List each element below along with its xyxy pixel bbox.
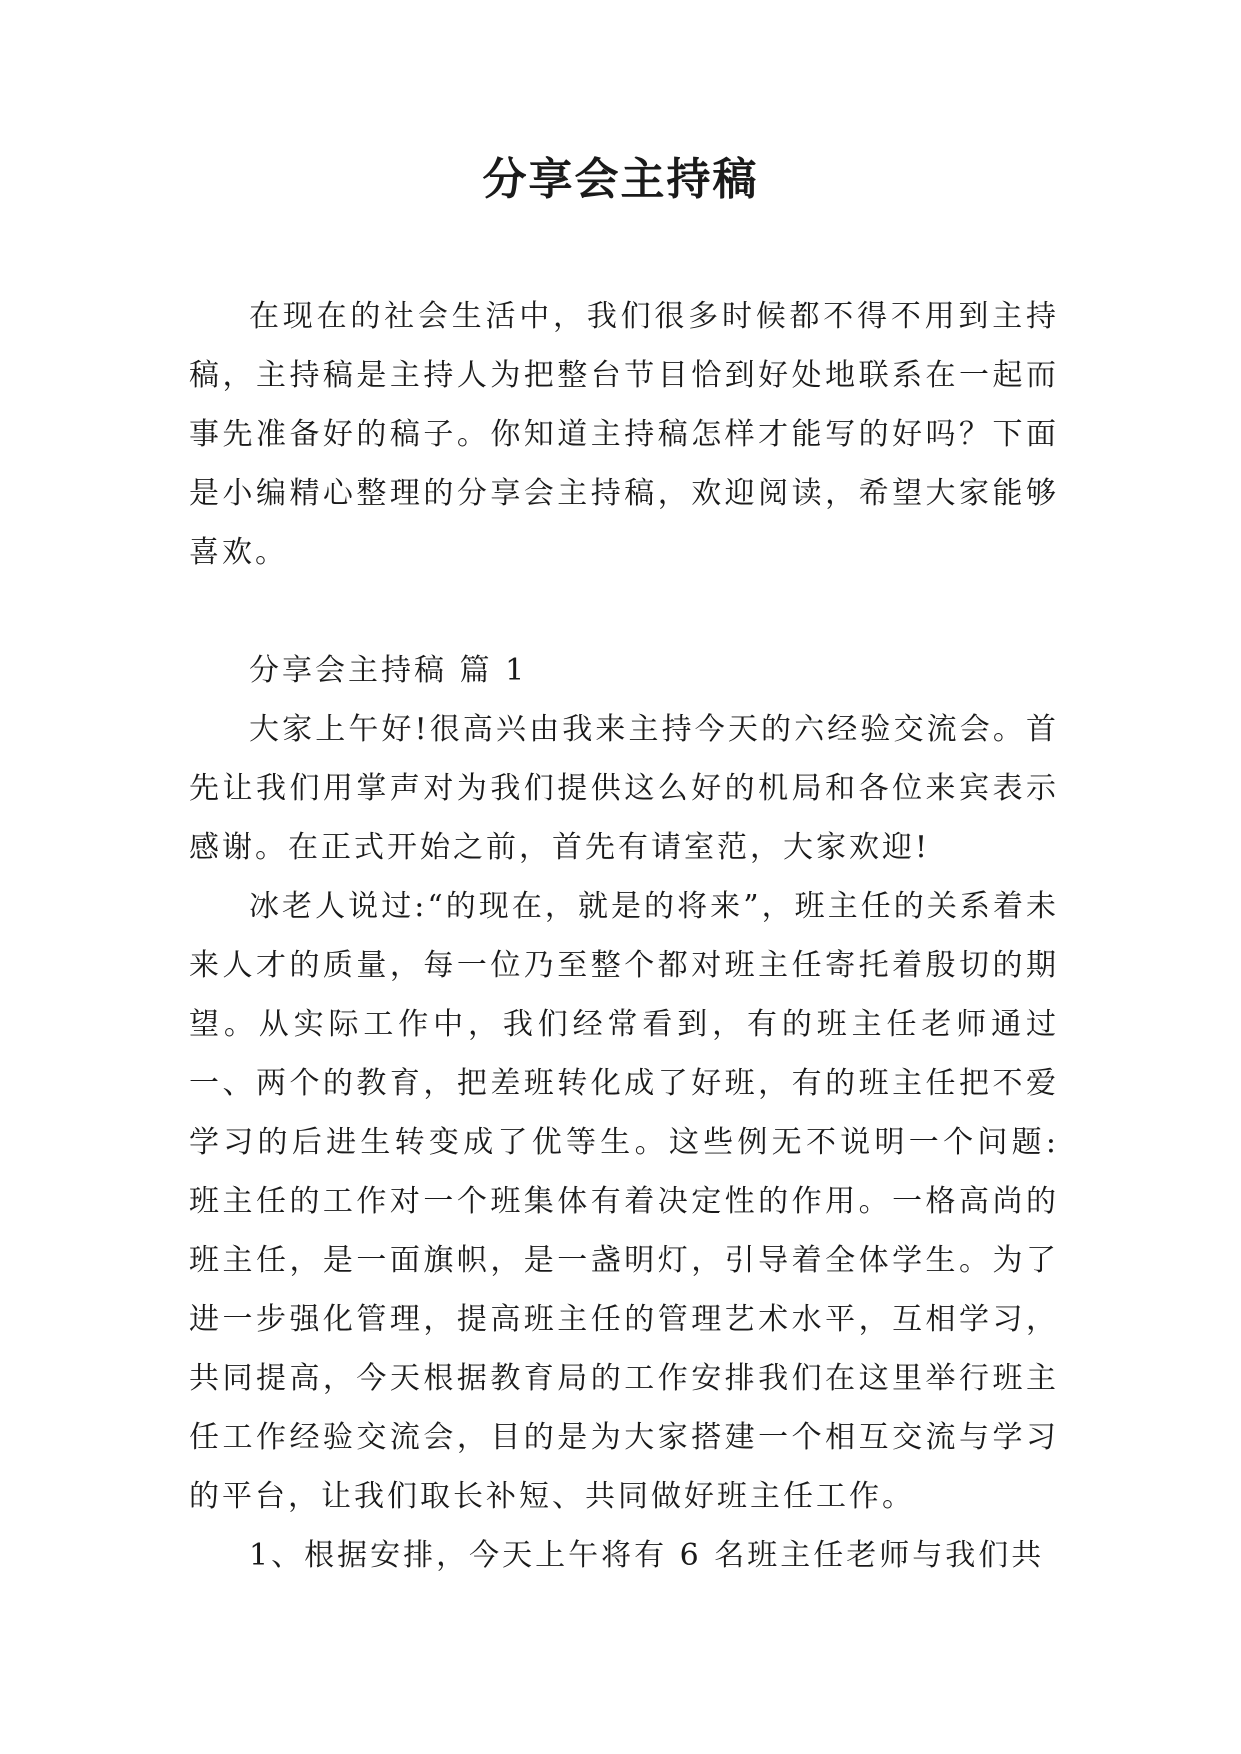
document-body bbox=[189, 287, 1059, 1585]
intro-paragraph: 在现在的社会生活中，我们很多时候都不得不用到主持稿，主持稿是主持人为把整台节目恰到好处地联系在一起而事先准备好的稿子。你知道主持稿怎样才能写的好吗？下面是小编精心整理的分享会主持稿，欢迎阅读，希望大家能够喜欢。 bbox=[189, 299, 1059, 570]
body-paragraph-3: 1、根据安排，今天上午将有 6 名班主任老师与我们共 bbox=[249, 1538, 1045, 1573]
body-paragraph-1: 大家上午好!很高兴由我来主持今天的六经验交流会。首先让我们用掌声对为我们提供这么好的机局和各位来宾表示感谢。在正式开始之前，首先有请室范，大家欢迎! bbox=[189, 712, 1059, 865]
body-paragraph-2: 冰老人说过:“的现在，就是的将来”，班主任的关系着未来人才的质量，每一位乃至整个都对班主任寄托着殷切的期望。从实际工作中，我们经常看到，有的班主任老师通过一、两个的教育，把差班转化成了好班，有的班主任把不爱学习的后进生转变成了优等生。这些例无不说明一个问题:班主任的工作对一个班集体有着决定性的作用。一格高尚的班主任，是一面旗帜，是一盏明灯，引导着全体学生。为了进一步强化管理，提高班主任的管理艺术水平，互相学习，共同提高，今天根据教育局的工作安排我们在这里举行班主任工作经验交流会，目的是为大家搭建一个相互交流与学习的平台，让我们取长补短、共同做好班主任工作。 bbox=[189, 889, 1059, 1514]
document-title: 分享会主持稿 bbox=[482, 154, 759, 205]
paragraph-spacer bbox=[189, 582, 1059, 641]
section-heading: 分享会主持稿 篇 1 bbox=[249, 653, 528, 688]
